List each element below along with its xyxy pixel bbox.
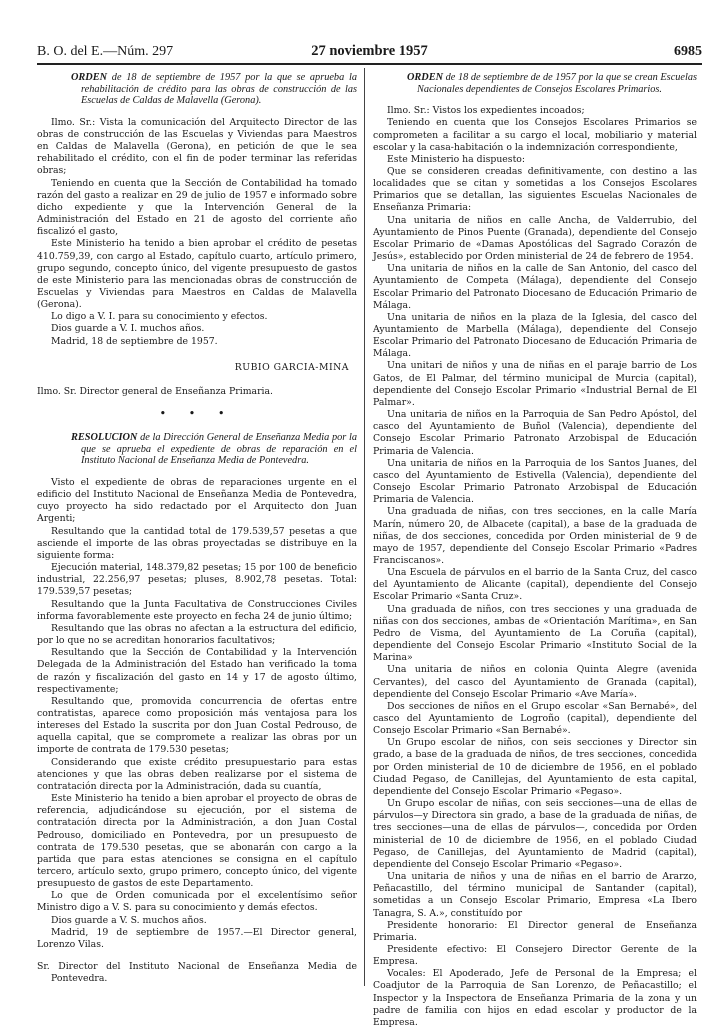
- paragraph: Considerando que existe crédito presupuestario para estas atenciones y que las obras deben realizarse por el sistema de contratación directa por la Administración, dada su cuantía,: [37, 756, 357, 792]
- paragraph: Dos secciones de niños en el Grupo escolar «San Bernabé», del casco del Ayuntamiento de Logroño (capital), dependiente del Consejo Escolar Primario «San Bernabé».: [373, 700, 697, 737]
- signature: RUBIO GARCIA-MINA: [234, 361, 349, 373]
- header-rule: [37, 63, 702, 65]
- section-title: ORDEN de 18 de septiembre de 1957 por la que se aprueba la rehabilitación de crédito para las obras de construcción de las Escuelas de Caldas de Malavella (Gerona).: [71, 72, 357, 107]
- paragraph: Ilmo. Sr.: Vista la comunicación del Arquitecto Director de las obras de construcción de las Escuelas y Viviendas para Maestros en Caldas de Malavella (Gerona), en petición de que le sea rehabilitado el crédito, con el fin de poder terminar las referidas obras;: [37, 116, 357, 177]
- paragraph: Ilmo. Sr.: Vistos los expedientes incoados;: [387, 105, 585, 117]
- column-divider: [364, 68, 365, 986]
- page-number: 6985: [674, 44, 702, 59]
- paragraph: Presidente honorario: El Director general de Enseñanza Primaria.: [373, 919, 697, 943]
- section-title: RESOLUCION de la Dirección General de Enseñanza Media por la que se aprueba el expediente de obras de reparación en el Instituto Nacional de Enseñanza Media de Pontevedra.: [71, 432, 357, 467]
- paragraph: Una unitaria de niños en colonia Quinta Alegre (avenida Cervantes), del casco del Ayuntamiento de Granada (capital), dependiente del Consejo Escolar Primario «Ave María».: [373, 664, 697, 700]
- paragraph: Una Escuela de párvulos en el barrio de la Santa Cruz, del casco del Ayuntamiento de Alicante (capital), dependiente del Consejo Escolar Primario «Santa Cruz».: [373, 567, 697, 603]
- paragraph: Vocales: El Apoderado, Jefe de Personal de la Empresa; el Coadjutor de la Parroquia de San Lorenzo, de Peñacastillo; el Inspector y la Inspectora de Enseñanza Primaria de la zona y un padre de familia con hijos en edad escolar y productor de la Empresa.: [373, 968, 697, 1028]
- paragraph: Resultando que la Junta Facultativa de Construcciones Civiles informa favorablemente este proyecto en fecha 24 de junio último;: [37, 598, 357, 622]
- paragraph: Resultando que las obras no afectan a la estructura del edificio, por lo que no se acreditan honorarios facultativos;: [37, 622, 357, 647]
- paragraph: Un Grupo escolar de niñas, con seis secciones—una de ellas de párvulos—y Directora sin grado, a base de la graduada de niñas, de tres secciones—una de ellas de párvulos—, concedida por Orden ministerial de 10 de diciembre de 1956, en el poblado Ciudad Pegaso, de Canillejas, del Ayuntamiento de Madrid (capital), dependiente del Consejo Escolar Primario «Pegaso».: [373, 798, 697, 870]
- paragraph: Una unitaria de niños en la calle de San Antonio, del casco del Ayuntamiento de Competa (Málaga), dependiente del Consejo Escolar Primario del Patronato Diocesano de Educación Primario de Málaga.: [373, 263, 697, 311]
- paragraph: Resultando que, promovida concurrencia de ofertas entre contratistas, aparece como proposición más ventajosa para los intereses del Estado la suscrita por don Juan Costal Pedrouso, de aquella capital, que se compromete a realizar las obras por un importe de contrata de 179.530 pesetas;: [37, 695, 357, 756]
- paragraph: Visto el expediente de obras de reparaciones urgente en el edificio del Instituto Nacional de Enseñanza Media de Pontevedra, cuyo proyecto ha sido redactado por el Arquitecto don Juan Argenti;: [37, 477, 357, 525]
- paragraph: Este Ministerio ha tenido a bien aprobar el proyecto de obras de referencia, adjudicándose su ejecución, por el sistema de contratación directa por la Administración, a don Juan Costal Pedrouso, domiciliado en Pontevedra, por un presupuesto de contrata de 179.530 pesetas, que se abonarán con cargo a la partida que para estas atenciones se consigna en el capítulo tercero, artículo sexto, grupo primero, concepto único, del vigente presupuesto de gastos de este Departamento.: [37, 793, 357, 890]
- page-header: [37, 38, 702, 60]
- addressee: Sr. Director del Instituto Nacional de Enseñanza Media de Pontevedra.: [37, 961, 357, 985]
- paragraph: Lo que de Orden comunicada por el excelentísimo señor Ministro digo a V. S. para su conocimiento y demás efectos.: [37, 890, 357, 914]
- right-column: [373, 72, 697, 1029]
- paragraph: Lo digo a V. I. para su conocimiento y efectos.: [51, 311, 268, 323]
- paragraph: Que se consideren creadas definitivamente, con destino a las localidades que se citan y sometidas a los Consejos Escolares Primarios que se detallan, las siguientes Escuelas Nacionales de Enseñanza Primaria:: [373, 165, 697, 214]
- paragraph: Ejecución material, 148.379,82 pesetas; 15 por 100 de beneficio industrial, 22.256,97 pesetas; pluses, 8.902,78 pesetas. Total: 179.539,57 pesetas;: [37, 562, 357, 598]
- paragraph: Teniendo en cuenta que la Sección de Contabilidad ha tomado razón del gasto a realizar en 29 de julio de 1957 e informado sobre dicho expediente y que la Intervención General de la Administración del Estado en 21 de agosto del corriente año fiscalizó el gasto,: [37, 177, 357, 238]
- paragraph: Madrid, 18 de septiembre de 1957.: [51, 335, 218, 347]
- publication-date: 27 noviembre 1957: [311, 43, 428, 59]
- paragraph: Un Grupo escolar de niños, con seis secciones y Director sin grado, a base de la graduada de niños, de tres secciones, concedida por Orden ministerial de 10 de diciembre de 1956, en el poblado Ciudad Pegaso, de Canillejas, del Ayuntamiento de esta capital, dependiente del Consejo Escolar Primario «Pegaso».: [373, 737, 697, 797]
- paragraph: Este Ministerio ha dispuesto:: [387, 153, 526, 165]
- orden-rehabilitacion-credito: [37, 72, 357, 398]
- paragraph: Este Ministerio ha tenido a bien aprobar el crédito de pesetas 410.759,39, con cargo al Estado, capítulo cuarto, artículo primero, grupo segundo, concepto único, del vigente presupuesto de gastos de este Ministerio para las mencionadas obras de construcción de Escuelas y Viviendas para Maestros en Caldas de Malavella (Gerona).: [37, 238, 357, 311]
- section-separator: • • •: [159, 408, 235, 420]
- paragraph: Una unitari de niños y una de niñas en el paraje barrio de Los Gatos, de El Palmar, del término municipal de Murcia (capital), dependiente del Consejo Escolar Primario «Industrial Bernal de El Palmar».: [373, 360, 697, 408]
- section-title: ORDEN de 18 de septiembre de de 1957 por la que se crean Escuelas Nacionales dependientes de Consejos Escolares Primarios.: [407, 72, 697, 95]
- paragraph: Una graduada de niños, con tres secciones y una graduada de niñas con dos secciones, ambas de «Orientación Marítima», en San Pedro de Visma, del Ayuntamiento de La Coruña (capital), dependiente del Consejo Escolar Primario «Instituto Social de la Marina»: [373, 603, 697, 664]
- addressee: Ilmo. Sr. Director general de Enseñanza Primaria.: [37, 385, 273, 397]
- paragraph: Resultando que la Sección de Contabilidad y la Intervención Delegada de la Administración del Estado han verificado la toma de razón y fiscalización del gasto en 14 y 17 de agosto último, respectivamente;: [37, 647, 357, 695]
- orden-escuelas-nacionales: [373, 72, 697, 1029]
- publication-number: B. O. del E.—Núm. 297: [37, 44, 174, 59]
- paragraph: Una unitaria de niños y una de niñas en el barrio de Ararzo, Peñacastillo, del término municipal de Santander (capital), sometidas a un Consejo Escolar Primario, Empresa «La Ibero Tanagra, S. A.», constituído por: [373, 871, 697, 919]
- paragraph: Una unitaria de niños en calle Ancha, de Valderrubio, del Ayuntamiento de Pinos Puente (Granada), dependiente del Consejo Escolar Primario de «Damas Apostólicas del Sagrado Corazón de Jesús», establecido por Orden ministerial de 24 de febrero de 1954.: [373, 214, 697, 263]
- paragraph: Madrid, 19 de septiembre de 1957.—El Director general, Lorenzo Vilas.: [37, 926, 357, 950]
- paragraph: Presidente efectivo: El Consejero Director Gerente de la Empresa.: [373, 943, 697, 968]
- resolucion-pontevedra: [37, 432, 357, 985]
- paragraph: Dios guarde a V. S. muchos años.: [51, 914, 207, 926]
- paragraph: Resultando que la cantidad total de 179.539,57 pesetas a que asciende el importe de las obras proyectadas se distribuye en la siguiente forma:: [37, 525, 357, 561]
- paragraph: Una unitaria de niños en la Parroquia de los Santos Juanes, del casco del Ayuntamiento de Estivella (Valencia), dependiente del Consejo Escolar Primario Patronato Arzobispal de Educación Primaria de Valencia.: [373, 457, 697, 506]
- paragraph: Una unitaria de niños en la plaza de la Iglesia, del casco del Ayuntamiento de Marbella (Málaga), dependiente del Consejo Escolar Primario del Patronato Diocesano de Educación Primaria de Málaga.: [373, 311, 697, 360]
- paragraph: Teniendo en cuenta que los Consejos Escolares Primarios se comprometen a facilitar a su cargo el local, mobiliario y material escolar y la casa-habitación o la indemnización correspondiente,: [373, 117, 697, 153]
- paragraph: Una unitaria de niños en la Parroquia de San Pedro Apóstol, del casco del Ayuntamiento de Buñol (Valencia), dependiente del Consejo Escolar Primario Patronato Arzobispal de Educación Primaria de Valencia.: [373, 409, 697, 457]
- paragraph: Una graduada de niñas, con tres secciones, en la calle María Marín, número 20, de Albacete (capital), a base de la graduada de niñas, de dos secciones, concedida por Orden ministerial de 9 de mayo de 1957, dependiente del Consejo Escolar Primario «Padres Franciscanos».: [373, 506, 697, 566]
- paragraph: Dios guarde a V. I. muchos años.: [51, 323, 205, 335]
- left-column: [37, 72, 357, 985]
